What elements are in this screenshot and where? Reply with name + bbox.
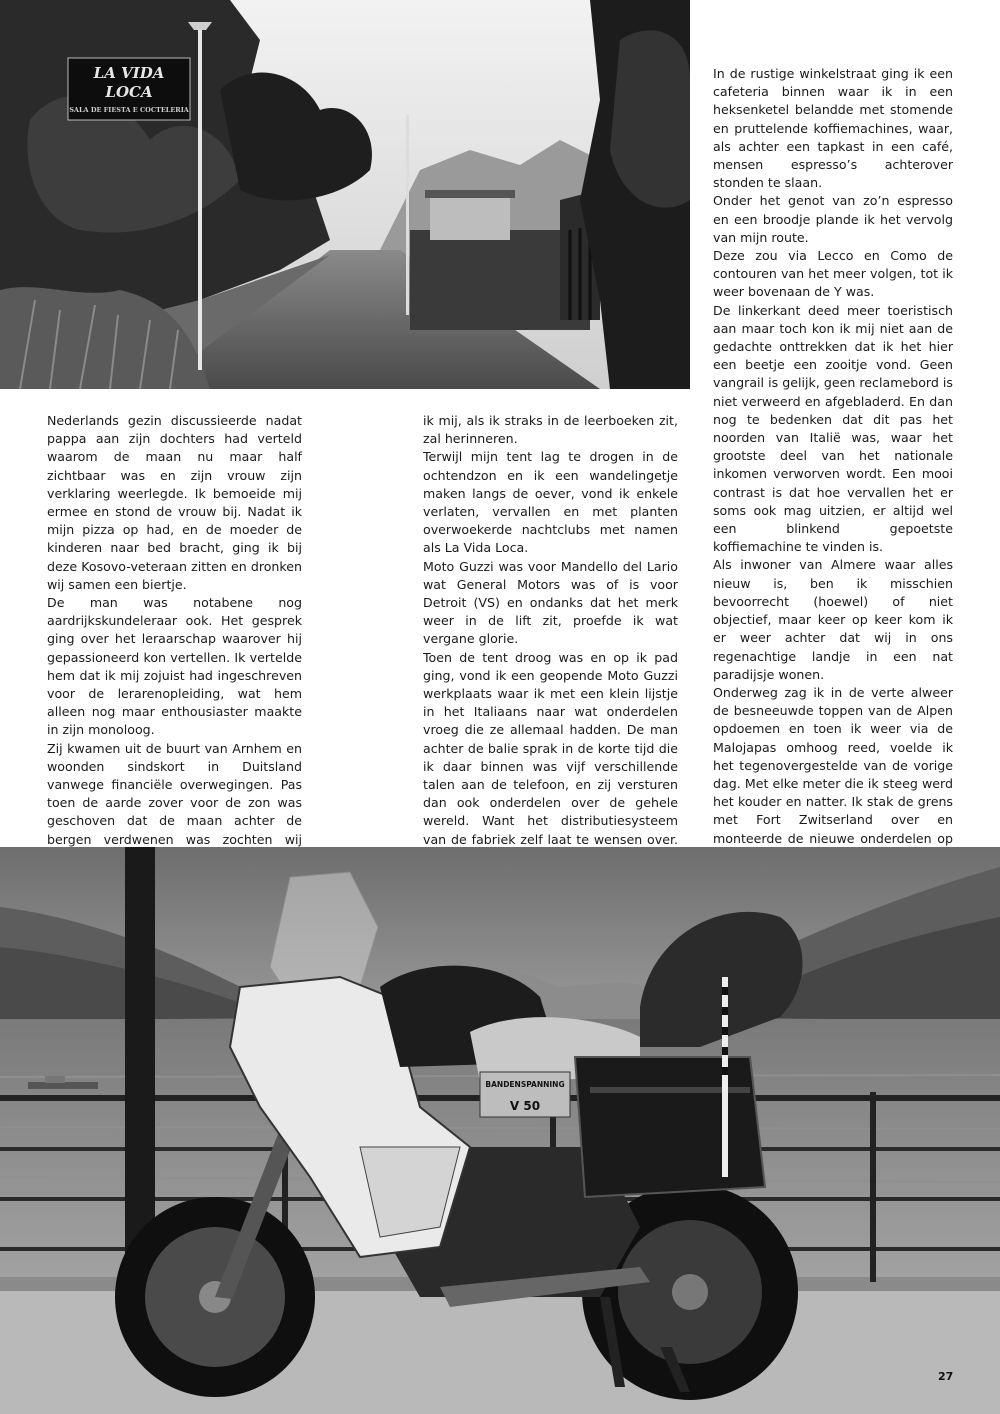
paragraph-text: Onderweg zag ik in de verte alweer de besneeuwde toppen van de Alpen opdoemen en toen ik weer via de Malojapas omhoog reed, voelde ik het tegenovergestelde van de vorige dag. Met elke meter die ik steeg werd het kouder en natter. Ik stak de grens met Fort Zwitserland over en monteerde de nieuwe onderdelen op xyxy=(713,684,953,846)
photo-nightclub-road xyxy=(0,0,690,389)
article-column-1 xyxy=(47,412,302,903)
photo-motorcycle-lake xyxy=(0,847,1000,1414)
paragraph: Als inwoner van Almere waar alles nieuw is, ben ik misschien bevoorrecht (hoewel) of niet objectief, maar keer op keer kom ik er weer achter dat wij in ons regenachtige landje in een nat paradijsje wonen. xyxy=(713,557,953,682)
page-number: 27 xyxy=(938,1370,954,1383)
paragraph: De linkerkant deed meer toeristisch aan maar toch kon ik mij niet aan de gedachte onttrekken dat ik het hier een beetje een zooitje vond. Geen vangrail is gelijk, geen reclamebord is niet verweerd en afgebladerd. En dan nog te bedenken dat dit pas het noorden van Italië was, waar het grootste deel van het nationale inkomen verworven wordt. Een mooi contrast is dat hoe vervallen het er soms ook mag uitzien, er altijd wel een blinkend gepoetste koffiemachine te vinden is. xyxy=(713,302,953,555)
paragraph: Deze zou via Lecco en Como de contouren van het meer volgen, tot ik weer bovenaan de Y was. xyxy=(713,248,953,300)
article-column-3 xyxy=(713,65,953,976)
nightclub-sign xyxy=(68,58,190,120)
sign-line-1: LA VIDA xyxy=(93,64,165,82)
paragraph: Toen de tent droog was en op ik pad ging, vond ik een geopende Moto Guzzi werkplaats waar ik met een klein lijstje in het Italiaans naar wat onderdelen vroeg die ze allemaal hadden. De man achter de balie sprak in de korte tijd die ik daar binnen was vijf verschillende talen aan de telefoon, en zij versturen dan ook onderdelen over de gehele wereld. Want het distributiesysteem van de fabriek zelf laat te wensen over. xyxy=(423,649,678,847)
article-column-2 xyxy=(423,412,678,885)
tank-label: BANDENSPANNING xyxy=(485,1080,565,1089)
paragraph: De man was notabene nog aardrijkskundeleraar ook. Het gesprek ging over het leraarschap waarover hij gepassioneerd kon vertellen. Ik vertelde hem dat ik mij zojuist had ingeschreven voor de lerarenopleiding, wat hem alleen nog maar enthousiaster maakte in zijn monoloog. xyxy=(47,595,302,738)
sign-line-3: SALA DE FIESTA E COCTELERIA xyxy=(69,106,189,114)
paragraph: Onder het genot van zo’n espresso en een broodje plande ik het vervolg van mijn route. xyxy=(713,193,953,245)
paragraph: Moto Guzzi was voor Mandello del Lario wat General Motors was of is voor Detroit (VS) en ondanks dat het merk weer in de lift zit, proefde ik wat vergane glorie. xyxy=(423,558,678,647)
paragraph: Terwijl mijn tent lag te drogen in de ochtendzon en ik een wandelingetje maken langs de oever, vond ik enkele verlaten, vervallen en met planten overwoekerde nachtclubs met namen als La Vida Loca. xyxy=(423,449,678,556)
paragraph: Nederlands gezin discussieerde nadat pappa aan zijn dochters had verteld waarom de maan nu maar half zichtbaar was en zijn vrouw zijn verklaring weerlegde. Ik bemoeide mij ermee en stond de vrouw bij. Nadat ik mijn pizza op had, en de moeder de kinderen naar bed bracht, ging ik bij deze Kosovo-veteraan zitten en dronken wij samen een biertje. xyxy=(47,413,302,592)
paragraph: Zij kwamen uit de buurt van Arnhem en woonden sindskort in Duitsland vanwege financiële overwegingen. Pas toen de aarde zover voor de zon was geschoven dat de maan achter de bergen verdwenen was zochten wij xyxy=(47,740,302,847)
paragraph: In de rustige winkelstraat ging ik een cafeteria binnen waar ik in een heksenketel belandde met stomende en pruttelende koffiemachines, waar, als achter een tapkast in een café, mensen espresso’s achterover stonden te slaan. xyxy=(713,66,953,191)
paragraph: ik mij, als ik straks in de leerboeken zit, zal herinneren. xyxy=(423,413,678,447)
model-label: V 50 xyxy=(509,1099,541,1113)
sign-line-2: LOCA xyxy=(105,83,153,101)
